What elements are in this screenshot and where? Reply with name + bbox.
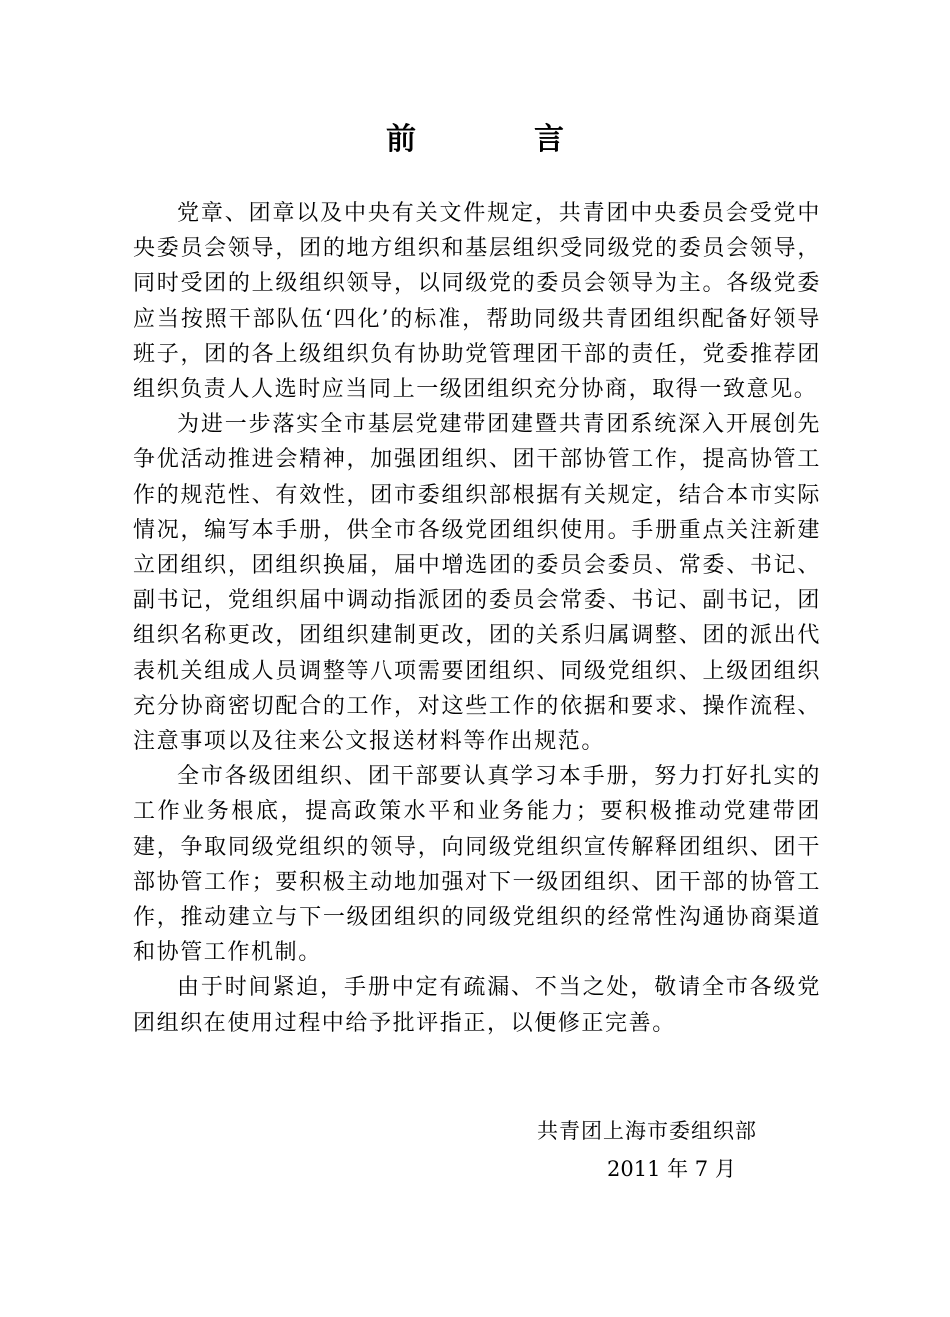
paragraph-1: 党章、团章以及中央有关文件规定，共青团中央委员会受党中央委员会领导，团的地方组织和基层组织受同级党的委员会领导，同时受团的上级组织领导，以同级党的委员会领导为主。各级党委应当按照干部队伍‘四化’的标准，帮助同级共青团组织配备好领导班子，团的各上级组织负有协助党管理团干部的责任，党委推荐团组织负责人人选时应当同上一级团组织充分协商，取得一致意见。 [133,201,821,403]
paragraph-4: 由于时间紧迫，手册中定有疏漏、不当之处，敬请全市各级党团组织在使用过程中给予批评指正，以便修正完善。 [133,975,821,1036]
signature-organization: 共青团上海市委组织部 [537,1119,757,1143]
preface-body [133,196,821,1041]
paragraph-2: 为进一步落实全市基层党建带团建暨共青团系统深入开展创先争优活动推进会精神，加强团组织、团干部协管工作，提高协管工作的规范性、有效性，团市委组织部根据有关规定，结合本市实际情况，编写本手册，供全市各级党团组织使用。手册重点关注新建立团组织，团组织换届，届中增选团的委员会委员、常委、书记、副书记，党组织届中调动指派团的委员会常委、书记、副书记，团组织名称更改，团组织建制更改，团的关系归属调整、团的派出代表机关组成人员调整等八项需要团组织、同级党组织、上级团组织充分协商密切配合的工作，对这些工作的依据和要求、操作流程、注意事项以及往来公文报送材料等作出规范。 [133,412,821,755]
page-title: 前 言 [386,122,608,157]
signature-block [537,1112,797,1188]
signature-date: 2011 年 7 月 [607,1157,736,1181]
paragraph-3: 全市各级团组织、团干部要认真学习本手册，努力打好扎实的工作业务根底，提高政策水平和业务能力；要积极推动党建带团建，争取同级党组织的领导，向同级党组织宣传解释团组织、团干部协管工作；要积极主动地加强对下一级团组织、团干部的协管工作，推动建立与下一级团组织的同级党组织的经常性沟通协商渠道和协管工作机制。 [133,764,821,966]
